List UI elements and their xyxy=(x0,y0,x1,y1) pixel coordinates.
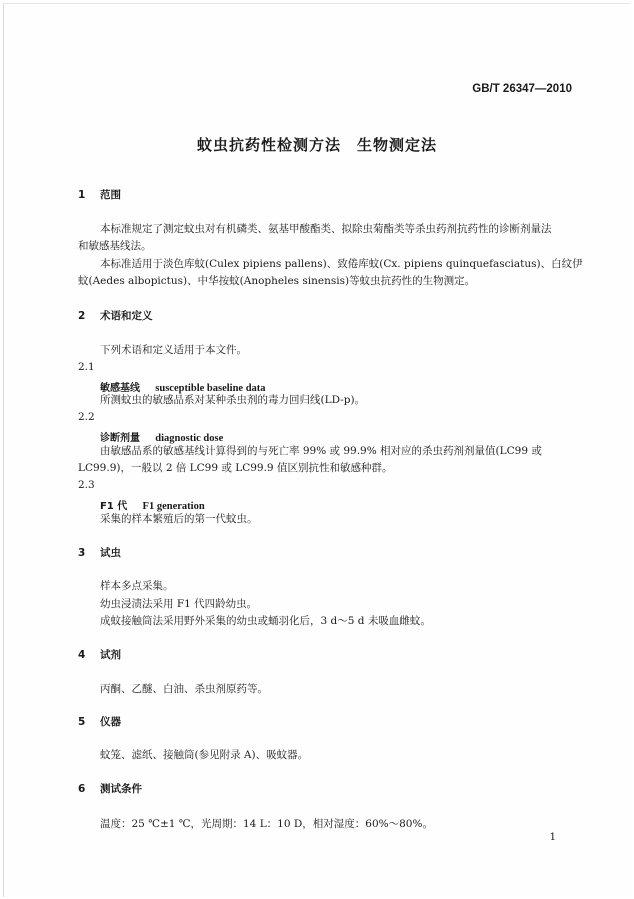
section-1-number: 1 xyxy=(78,189,86,201)
section-5-heading xyxy=(78,714,121,729)
section-2-heading xyxy=(78,308,153,323)
term-2-2-number: 2.2 xyxy=(78,411,95,423)
document-title: 蚊虫抗药性检测方法 生物测定法 xyxy=(196,136,437,154)
term-2-1-definition: 所测蚊虫的敏感品系对某种杀虫剂的毒力回归线(LD-p)。 xyxy=(100,394,366,406)
reagents-text: 丙酮、乙醚、白油、杀虫剂原药等。 xyxy=(100,683,268,695)
term-2-3-en: F1 generation xyxy=(142,501,205,512)
term-2-3-number: 2.3 xyxy=(78,479,95,491)
section-3-heading xyxy=(78,545,121,560)
conditions-text: 温度：25 ℃±1 ℃，光周期：14 L：10 D，相对湿度：60%～80%。 xyxy=(100,818,433,830)
scope-p1-line1: 本标准规定了测定蚊虫对有机磷类、氨基甲酸酯类、拟除虫菊酯类等杀虫药剂抗药性的诊断剂量法 xyxy=(100,223,552,235)
term-2-1-cn: 敏感基线 xyxy=(100,383,140,394)
standard-number: GB/T 26347—2010 xyxy=(472,83,572,95)
scope-p2-line2: 蚊(Aedes albopictus)、中华按蚊(Anopheles sinensis)等蚊虫抗药性的生物测定。 xyxy=(78,275,476,287)
section-6-number: 6 xyxy=(78,783,86,795)
section-3-title: 试虫 xyxy=(100,547,121,559)
term-2-2-cn: 诊断剂量 xyxy=(100,433,140,444)
section-1-title: 范围 xyxy=(100,189,121,201)
scope-p1-line2: 和敏感基线法。 xyxy=(78,240,152,252)
section-4-title: 试剂 xyxy=(100,649,121,661)
scope-p2-line1: 本标准适用于淡色库蚊(Culex pipiens pallens)、致倦库蚊(Cx. pipiens quinquefasciatus)、白纹伊 xyxy=(100,258,583,270)
insects-line2: 幼虫浸渍法采用 F1 代四龄幼虫。 xyxy=(100,598,258,610)
term-2-2-def-line2: LC99.9)，一般以 2 倍 LC99 或 LC99.9 值区别抗性和敏感种群。 xyxy=(78,462,393,474)
section-1-heading xyxy=(78,187,121,202)
term-2-1-number: 2.1 xyxy=(78,361,95,373)
term-2-2-def-line1: 由敏感品系的敏感基线计算得到的与死亡率 99% 或 99.9% 相对应的杀虫药剂剂量值(LC99 或 xyxy=(100,445,542,457)
term-2-1-en: susceptible baseline data xyxy=(155,383,266,394)
section-2-title: 术语和定义 xyxy=(100,310,153,322)
section-5-title: 仪器 xyxy=(100,716,121,728)
section-4-number: 4 xyxy=(78,649,86,661)
section-2-number: 2 xyxy=(78,310,86,322)
term-2-2-en: diagnostic dose xyxy=(155,433,224,444)
section-6-heading xyxy=(78,781,142,796)
section-4-heading xyxy=(78,647,121,662)
term-2-3-definition: 采集的样本繁殖后的第一代蚊虫。 xyxy=(100,513,258,525)
section-6-title: 测试条件 xyxy=(100,783,142,795)
term-2-3-cn: F1 代 xyxy=(100,501,128,512)
page-number: 1 xyxy=(549,832,556,843)
instruments-text: 蚊笼、滤纸、接触筒(参见附录 A)、吸蚊器。 xyxy=(100,749,309,761)
insects-line1: 样本多点采集。 xyxy=(100,580,174,592)
insects-line3: 成蚊接触筒法采用野外采集的幼虫或蛹羽化后，3 d～5 d 未吸血雌蚊。 xyxy=(100,615,431,627)
terms-intro: 下列术语和定义适用于本文件。 xyxy=(100,344,247,356)
section-5-number: 5 xyxy=(78,716,86,728)
section-3-number: 3 xyxy=(78,547,86,559)
